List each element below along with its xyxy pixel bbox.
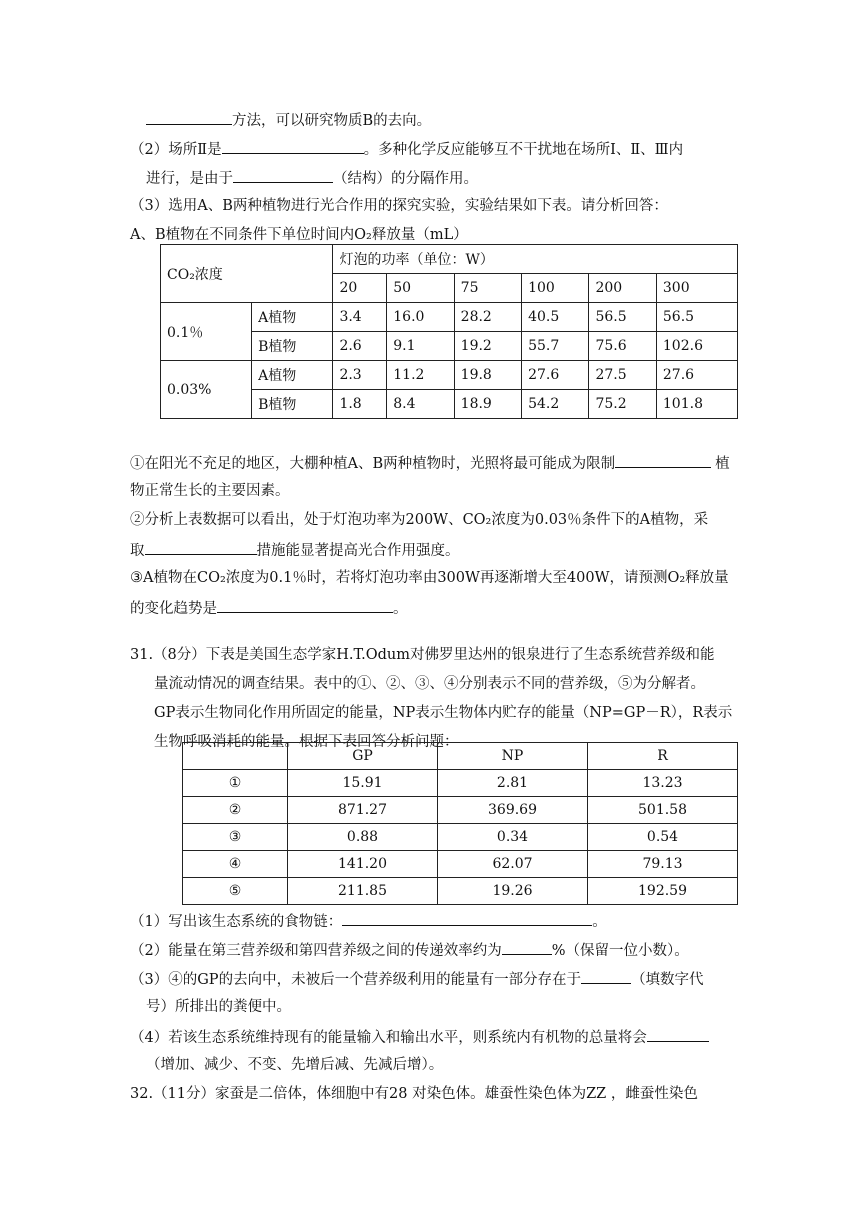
plant-cell: B植物	[252, 390, 333, 419]
q31-line4: 生物呼吸消耗的能量。根据下表回答分析问题：	[154, 734, 459, 750]
value-cell: 0.54	[588, 824, 738, 851]
value-cell: 27.6	[656, 361, 737, 390]
plant-cell: A植物	[252, 361, 333, 390]
q31-ans1: （1）写出该生态系统的食物链： 。	[130, 910, 607, 932]
power-cell: 100	[522, 274, 589, 303]
value-cell: 101.8	[656, 390, 737, 419]
power-header: 灯泡的功率（单位：W）	[333, 245, 738, 274]
q31-ans3-line2: 号）所排出的粪便中。	[146, 999, 291, 1015]
answer-blank[interactable]	[502, 939, 552, 955]
header-cell	[183, 743, 288, 770]
value-cell: 75.6	[589, 332, 656, 361]
value-cell: 27.6	[522, 361, 589, 390]
energy-flow-table	[182, 742, 738, 905]
co2-cell: 0.03%	[161, 361, 252, 419]
answer-blank[interactable]	[342, 910, 592, 926]
q31-line1: 31.（8分）下表是美国生态学家H.T.Odum对佛罗里达州的银泉进行了生态系统营养级和能	[130, 647, 715, 663]
value-cell: 55.7	[522, 332, 589, 361]
q30-line-3: （3）选用A、B两种植物进行光合作用的探究实验，实验结果如下表。请分析回答：	[130, 198, 668, 214]
value-cell: 8.4	[387, 390, 454, 419]
power-cell: 75	[454, 274, 521, 303]
value-cell: 102.6	[656, 332, 737, 361]
level-cell: ④	[183, 851, 288, 878]
header-cell: GP	[288, 743, 438, 770]
header-cell: NP	[438, 743, 588, 770]
q30-sub3-line2: 的变化趋势是 。	[130, 597, 408, 619]
value-cell: 9.1	[387, 332, 454, 361]
answer-blank[interactable]	[145, 539, 257, 555]
level-cell: ③	[183, 824, 288, 851]
answer-blank[interactable]	[233, 167, 333, 183]
q30-sub1-line2: 物正常生长的主要因素。	[130, 483, 290, 499]
power-cell: 200	[589, 274, 656, 303]
answer-blank[interactable]	[615, 452, 711, 468]
value-cell: 871.27	[288, 797, 438, 824]
value-cell: 19.26	[438, 878, 588, 905]
value-cell: 501.58	[588, 797, 738, 824]
table-caption: A、B植物在不同条件下单位时间内O₂释放量（mL）	[130, 227, 468, 243]
header-cell: R	[588, 743, 738, 770]
q31-ans4-line2: （增加、减少、不变、先增后减、先减后增）。	[146, 1057, 444, 1073]
answer-blank[interactable]	[581, 968, 631, 984]
q30-line-2: 进行，是由于 （结构）的分隔作用。	[146, 167, 478, 189]
o2-release-table	[160, 244, 738, 419]
value-cell: 369.69	[438, 797, 588, 824]
level-cell: ②	[183, 797, 288, 824]
level-cell: ①	[183, 770, 288, 797]
q31-line3: GP表示生物同化作用所固定的能量，NP表示生物体内贮存的能量（NP=GP－R），R表示	[154, 705, 733, 721]
q31-ans4-line1: （4）若该生态系统维持现有的能量输入和输出水平，则系统内有机物的总量将会	[130, 1026, 709, 1048]
value-cell: 11.2	[387, 361, 454, 390]
q30-sub3-line1: ③A植物在CO₂浓度为0.1％时，若将灯泡功率由300W再逐渐增大至400W，请预测O₂释放量	[130, 570, 729, 586]
value-cell: 19.2	[454, 332, 521, 361]
value-cell: 15.91	[288, 770, 438, 797]
q32-line1: 32.（11分）家蚕是二倍体，体细胞中有28 对染色体。雄蚕性染色体为ZZ ，雌蚕性染色	[130, 1086, 698, 1102]
co2-header: CO₂浓度	[161, 245, 333, 303]
value-cell: 13.23	[588, 770, 738, 797]
q30-line-1: （2）场所Ⅱ是 。多种化学反应能够互不干扰地在场所Ⅰ、Ⅱ、Ⅲ内	[130, 138, 683, 160]
value-cell: 1.8	[333, 390, 387, 419]
value-cell: 2.3	[333, 361, 387, 390]
value-cell: 2.81	[438, 770, 588, 797]
value-cell: 141.20	[288, 851, 438, 878]
answer-blank[interactable]	[146, 109, 232, 125]
value-cell: 56.5	[656, 303, 737, 332]
answer-blank[interactable]	[217, 597, 393, 613]
q31-line2: 量流动情况的调查结果。表中的①、②、③、④分别表示不同的营养级，⑤为分解者。	[154, 676, 705, 692]
value-cell: 18.9	[454, 390, 521, 419]
value-cell: 0.88	[288, 824, 438, 851]
co2-cell: 0.1％	[161, 303, 252, 361]
value-cell: 16.0	[387, 303, 454, 332]
power-cell: 20	[333, 274, 387, 303]
plant-cell: A植物	[252, 303, 333, 332]
value-cell: 62.07	[438, 851, 588, 878]
answer-blank[interactable]	[222, 138, 364, 154]
answer-blank[interactable]	[647, 1026, 709, 1042]
value-cell: 79.13	[588, 851, 738, 878]
value-cell: 56.5	[589, 303, 656, 332]
value-cell: 27.5	[589, 361, 656, 390]
value-cell: 19.8	[454, 361, 521, 390]
value-cell: 54.2	[522, 390, 589, 419]
q30-sub2-line2: 取 措施能显著提高光合作用强度。	[130, 539, 460, 561]
value-cell: 0.34	[438, 824, 588, 851]
power-cell: 300	[656, 274, 737, 303]
q31-ans3-line1: （3）④的GP的去向中，未被后一个营养级利用的能量有一部分存在于 （填数字代	[130, 968, 704, 990]
value-cell: 192.59	[588, 878, 738, 905]
value-cell: 75.2	[589, 390, 656, 419]
value-cell: 2.6	[333, 332, 387, 361]
q30-sub2-line1: ②分析上表数据可以看出，处于灯泡功率为200W、CO₂浓度为0.03％条件下的A植物，采	[130, 512, 709, 528]
power-cell: 50	[387, 274, 454, 303]
q31-ans2: （2）能量在第三营养级和第四营养级之间的传递效率约为 %（保留一位小数）。	[130, 939, 689, 961]
plant-cell: B植物	[252, 332, 333, 361]
value-cell: 211.85	[288, 878, 438, 905]
q30-line-0: 方法，可以研究物质B的去向。	[146, 109, 431, 131]
value-cell: 40.5	[522, 303, 589, 332]
value-cell: 28.2	[454, 303, 521, 332]
q30-sub1-line1: ①在阳光不充足的地区，大棚种植A、B两种植物时，光照将最可能成为限制 植	[130, 452, 730, 474]
level-cell: ⑤	[183, 878, 288, 905]
value-cell: 3.4	[333, 303, 387, 332]
